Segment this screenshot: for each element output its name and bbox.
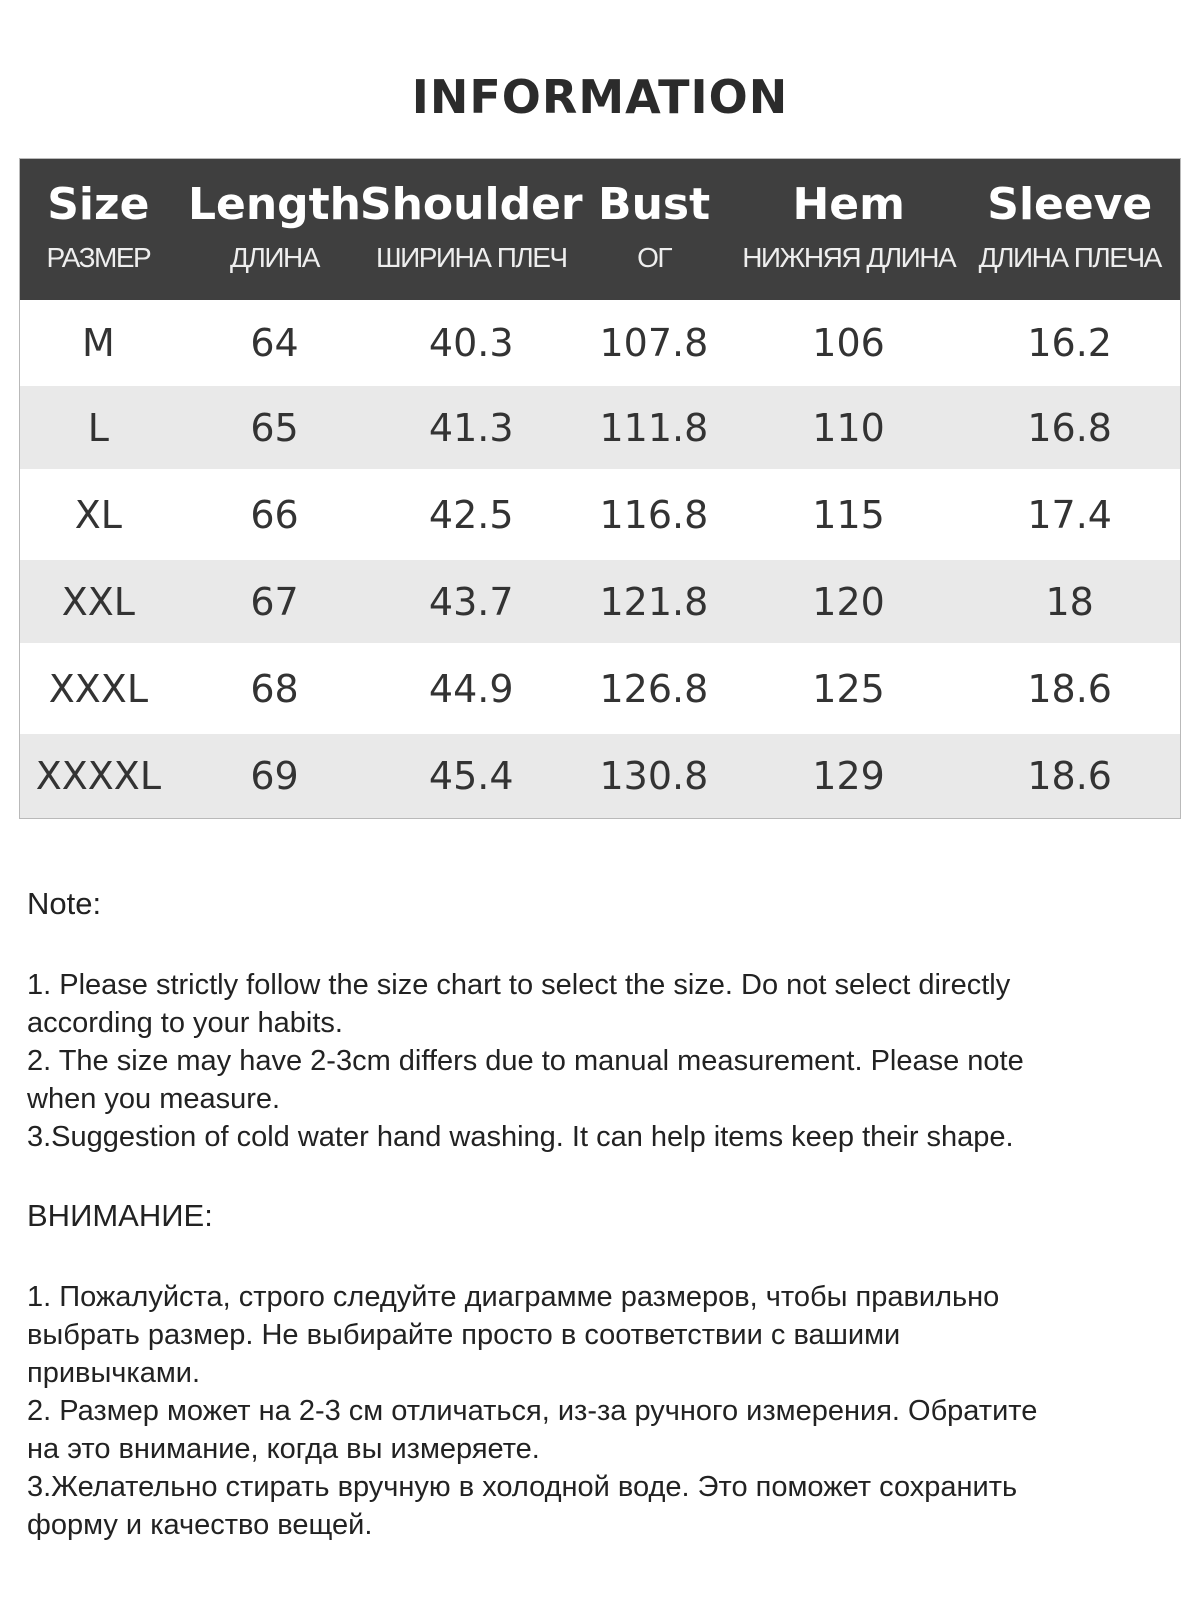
- header-label-ru: ШИРИНА ПЛЕЧ: [375, 242, 567, 273]
- header-length: [177, 159, 373, 300]
- cell-hem: 106: [812, 321, 885, 365]
- note-ru-line: привычками.: [27, 1357, 201, 1389]
- cell-length: 69: [250, 754, 299, 798]
- note-ru-line: 2. Размер может на 2-3 см отличаться, из-за ручного измерения. Обратите: [27, 1395, 1038, 1427]
- cell-shoulder: 42.5: [428, 492, 514, 537]
- cell-hem: 125: [812, 666, 885, 711]
- cell-bust: 116.8: [599, 492, 709, 537]
- page-title: INFORMATION: [411, 70, 789, 124]
- header-hem: [738, 159, 960, 300]
- cell-bust: 126.8: [599, 666, 709, 711]
- note-en-line: when you measure.: [27, 1083, 281, 1115]
- table-header: [20, 159, 1180, 300]
- cell-bust: 111.8: [599, 405, 709, 450]
- cell-hem: 115: [812, 492, 885, 537]
- note-en-line: 3.Suggestion of cold water hand washing. It can help items keep their shape.: [27, 1121, 1014, 1153]
- table-row: [20, 469, 1180, 560]
- table-row: [20, 643, 1180, 734]
- header-label-en: Bust: [598, 179, 711, 230]
- header-label-en: Size: [47, 179, 150, 230]
- cell-length: 67: [250, 579, 299, 624]
- cell-size: XXL: [61, 579, 135, 624]
- cell-size: L: [87, 405, 109, 450]
- cell-size: XXXXL: [35, 754, 162, 798]
- cell-size: M: [81, 321, 115, 365]
- cell-size: XXXL: [48, 666, 148, 711]
- note-ru-section: [27, 1198, 1177, 1544]
- cell-bust: 130.8: [599, 754, 709, 798]
- header-sleeve: [959, 159, 1180, 300]
- header-label-ru: ОГ: [637, 242, 672, 273]
- note-ru-line: 1. Пожалуйста, строго следуйте диаграмме размеров, чтобы правильно: [27, 1281, 1000, 1313]
- cell-shoulder: 43.7: [428, 579, 514, 624]
- header-label-en: Length: [187, 179, 361, 230]
- note-ru-line: выбрать размер. Не выбирайте просто в соответствии с вашими: [27, 1319, 901, 1351]
- table-row: [20, 734, 1180, 818]
- cell-hem: 129: [812, 754, 885, 798]
- cell-length: 65: [250, 405, 299, 450]
- note-en-heading: Note:: [27, 886, 102, 921]
- note-ru-heading: ВНИМАНИЕ:: [27, 1198, 213, 1233]
- header-label-ru: ДЛИНА ПЛЕЧА: [978, 242, 1161, 273]
- header-label-ru: НИЖНЯЯ ДЛИНА: [742, 242, 956, 273]
- cell-bust: 121.8: [599, 579, 709, 624]
- header-shoulder: [359, 159, 583, 300]
- note-en-line: according to your habits.: [27, 1007, 343, 1039]
- header-label-en: Hem: [792, 179, 905, 230]
- table-row: [20, 386, 1180, 469]
- cell-sleeve: 18: [1045, 579, 1094, 624]
- table-row: [20, 560, 1180, 643]
- cell-length: 68: [250, 666, 299, 711]
- header-bust: [570, 159, 738, 300]
- note-en-line: 2. The size may have 2-3cm differs due to manual measurement. Please note: [27, 1045, 1024, 1077]
- header-label-en: Sleeve: [987, 179, 1153, 230]
- cell-sleeve: 18.6: [1027, 666, 1112, 711]
- header-label-ru: ДЛИНА: [230, 242, 319, 273]
- cell-shoulder: 44.9: [428, 666, 514, 711]
- note-ru-line: 3.Желательно стирать вручную в холодной воде. Это поможет сохранить: [27, 1471, 1018, 1503]
- cell-shoulder: 40.3: [428, 321, 514, 365]
- header-label-en: Shoulder: [359, 179, 583, 230]
- cell-sleeve: 16.2: [1027, 321, 1112, 365]
- cell-length: 64: [250, 321, 299, 365]
- cell-hem: 110: [812, 405, 885, 450]
- cell-bust: 107.8: [599, 321, 709, 365]
- note-ru-line: на это внимание, когда вы измеряете.: [27, 1433, 540, 1465]
- cell-shoulder: 45.4: [428, 754, 514, 798]
- size-chart-table: [19, 158, 1181, 819]
- note-ru-line: форму и качество вещей.: [27, 1509, 373, 1541]
- header-size: [20, 159, 177, 300]
- cell-sleeve: 18.6: [1027, 754, 1112, 798]
- cell-size: XL: [74, 492, 122, 537]
- cell-sleeve: 17.4: [1027, 492, 1112, 537]
- note-en-section: [27, 886, 1177, 1156]
- cell-hem: 120: [812, 579, 885, 624]
- cell-sleeve: 16.8: [1027, 405, 1112, 450]
- header-label-ru: РАЗМЕР: [46, 242, 151, 273]
- table-row: [20, 300, 1180, 386]
- cell-shoulder: 41.3: [428, 405, 514, 450]
- note-en-line: 1. Please strictly follow the size chart to select the size. Do not select directly: [27, 969, 1011, 1001]
- cell-length: 66: [250, 492, 299, 537]
